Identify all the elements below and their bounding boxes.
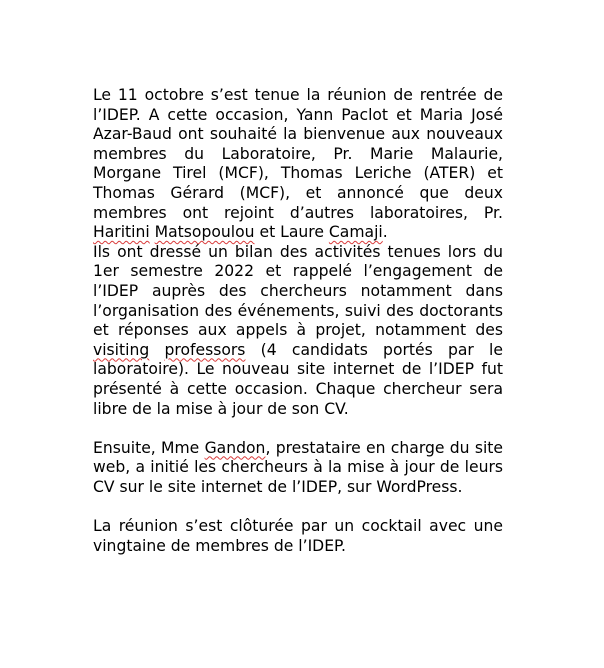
- spell-flag-word: Haritini: [93, 223, 150, 242]
- document-body[interactable]: [93, 86, 503, 556]
- spell-flag-word: Gandon: [204, 438, 266, 457]
- spell-flag-word: Matsopoulou: [154, 223, 255, 242]
- paragraph-website: Ensuite, Mme Gandon, prestataire en charge du site web, a initié les chercheurs à la mise à jour de leurs CV sur le site internet de l’IDEP, sur WordPress.: [93, 438, 503, 496]
- paragraph-gap: [93, 419, 503, 439]
- spell-flag-word: Camaji: [328, 223, 383, 242]
- spell-flag-word: visiting: [93, 340, 150, 359]
- paragraph-review: Ils ont dressé un bilan des activités tenues lors du 1er semestre 2022 et rappelé l’engagement de l’IDEP auprès des chercheurs notamment dans l’organisation des événements, suivi des doctorants et réponses aux appels à projet, notamment des visiting professors (4 candidats portés par le laboratoire). Le nouveau site internet de l’IDEP fut présenté à cette occasion. Chaque chercheur sera libre de la mise à jour de son CV.: [93, 242, 503, 418]
- paragraph-welcome: Le 11 octobre s’est tenue la réunion de rentrée de l’IDEP. A cette occasion, Yann Paclot et Maria José Azar-Baud ont souhaité la bienvenue aux nouveaux membres du Laboratoire, Pr. Marie Malaurie, Morgane Tirel (MCF), Thomas Leriche (ATER) et Thomas Gérard (MCF), et annoncé que deux membres ont rejoint d’autres laboratoires, Pr. Haritini Matsopoulou et Laure Camaji.: [93, 86, 503, 242]
- paragraph-gap: [93, 497, 503, 517]
- paragraph-closing: La réunion s’est clôturée par un cocktail avec une vingtaine de membres de l’IDEP.: [93, 517, 503, 555]
- spell-flag-word: professors: [164, 340, 246, 359]
